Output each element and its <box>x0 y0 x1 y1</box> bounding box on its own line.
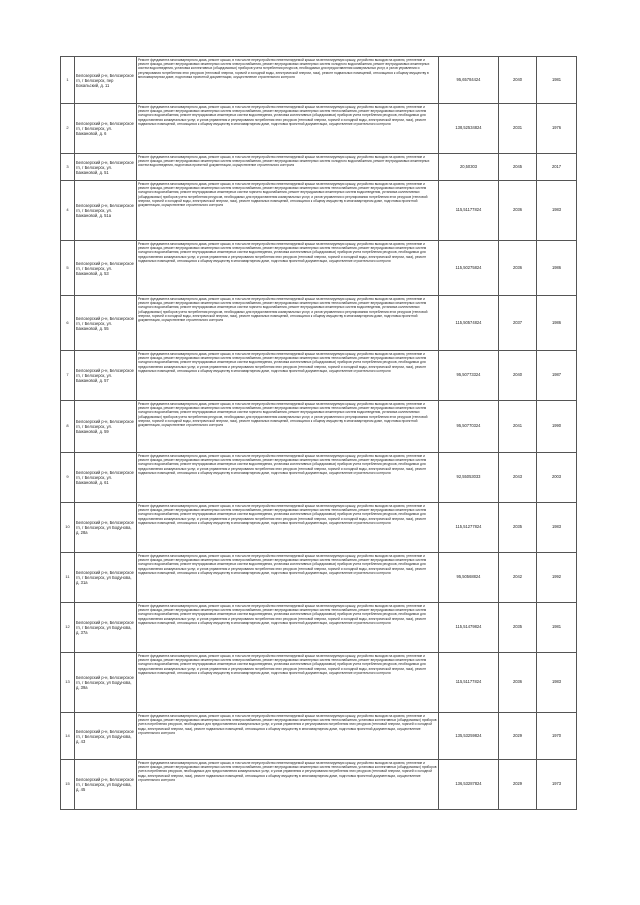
construction-year-cell: 1983 <box>537 653 577 713</box>
row-number-cell: 9 <box>61 453 75 503</box>
repair-works-list-cell <box>137 104 439 154</box>
repair-works-list-cell <box>137 553 439 603</box>
repair-cost-cell: 115,51277824 <box>439 503 499 553</box>
repair-cost-cell: 92,55053033 <box>439 453 499 503</box>
table-row <box>61 401 577 453</box>
table-row <box>61 104 577 154</box>
table-row <box>61 503 577 553</box>
row-number-cell: 12 <box>61 603 75 653</box>
repair-works-text: Ремонт фундамента многоквартирного дома, ремонт крыши, в том числе переустройство невентилируемой крыши на вентилируемую крышу, устройство выходов на кровлю, утепление и ремонт фасада, ремонт внутридомовых инженерных систем электроснабжения, ремонт внутридомовых инженерных систем теплоснабжения, ремонт внутридомовых инженерных систем холодного водоснабжения, ремонт внутридомовых инженерных систем водоотведения, установка коллективных (общедомовых) приборов учета потребления ресурсов, необходимых для предоставления коммунальных услуг, и узлов управления и регулирования потребления этих ресурсов (тепловой энергии, горячей и холодной воды, электрической энергии, газа), ремонт подвальных помещений, относящихся к общему имуществу в многоквартирном доме, подготовка проектной документации, осуществление строительного контроля <box>138 241 427 263</box>
planned-year-cell: 2029 <box>499 760 537 810</box>
repair-works-text: Ремонт фундамента многоквартирного дома, ремонт крыши, в том числе переустройство невентилируемой крыши на вентилируемую крышу, устройство выходов на кровлю, утепление и ремонт фасада, ремонт внутридомовых инженерных систем электроснабжения, ремонт внутридомовых инженерных систем теплоснабжения, ремонт внутридомовых инженерных систем холодного водоснабжения, ремонт внутридомовых инженерных систем водоотведения, установка коллективных (общедомовых) приборов учета потребления ресурсов, необходимых для предоставления коммунальных услуг, и узлов управления и регулирования потребления этих ресурсов (тепловой энергии, горячей и холодной воды, электрической энергии, газа), ремонт подвальных помещений, относящихся к общему имуществу в многоквартирном доме, подготовка проектной документации, осуществление строительного контроля <box>138 553 427 575</box>
repair-works-text: Ремонт фундамента многоквартирного дома, ремонт крыши, в том числе переустройство невентилируемой крыши на вентилируемую крышу, устройство выходов на кровлю, утепление и ремонт фасада, ремонт внутридомовых инженерных систем электроснабжения, ремонт внутридомовых инженерных систем холодного водоснабжения, ремонт внутридомовых инженерных систем водоотведения, установка коллективных (общедомовых) приборов учета потребления ресурсов, необходимых для предоставления коммунальных услуг, и узлов управления и регулирования потребления этих ресурсов (тепловой энергии, горячей и холодной воды, электрической энергии, газа), ремонт подвальных помещений, относящихся к общему имуществу в многоквартирном доме, подготовка проектной документации, осуществление строительного контроля <box>138 57 430 79</box>
repair-cost-cell: 20,50303 <box>439 154 499 181</box>
house-address-cell: Белозерский р-н, Белозерское гп, г Белозерск, пер Бокальский, д. 11 <box>75 57 137 104</box>
repair-works-list-cell <box>137 453 439 503</box>
repair-works-list-cell <box>137 653 439 713</box>
repair-works-text: Ремонт фундамента многоквартирного дома, ремонт крыши, в том числе переустройство невентилируемой крыши на вентилируемую крышу, устройство выходов на кровлю, утепление и ремонт фасада, ремонт внутридомовых инженерных систем электроснабжения, ремонт внутридомовых инженерных систем холодного водоснабжения, ремонт внутридомовых инженерных систем водоотведения, подготовка проектной документации, осуществление строительного контроля <box>138 154 430 168</box>
planned-year-cell: 2042 <box>499 553 537 603</box>
construction-year-cell: 1981 <box>537 603 577 653</box>
row-number-cell: 14 <box>61 713 75 760</box>
house-address-cell: Белозерский р-н, Белозерское гп, г Белозерск, ул. Бажановой, д. 57 <box>75 351 137 401</box>
document-page <box>60 56 576 810</box>
planned-year-cell: 2036 <box>499 181 537 241</box>
row-number-cell: 10 <box>61 503 75 553</box>
repair-cost-cell: 95,65784424 <box>439 57 499 104</box>
house-address-cell: Белозерский р-н, Белозерское гп, г Белозерск, ул. Бажановой, д. 59 <box>75 401 137 453</box>
repair-works-list-cell <box>137 503 439 553</box>
house-address-cell: Белозерский р-н, Белозерское гп, г Белозерск, ул. Бажановой, д. 6 <box>75 104 137 154</box>
repair-works-list-cell <box>137 713 439 760</box>
construction-year-cell: 1987 <box>537 351 577 401</box>
repair-works-list-cell <box>137 351 439 401</box>
construction-year-cell: 1976 <box>537 104 577 154</box>
table-body <box>61 57 577 810</box>
repair-works-list-cell <box>137 603 439 653</box>
house-address-cell: Белозерский р-н, Белозерское гп, г Белозерск, ул. Бажановой, д. 61 <box>75 453 137 503</box>
table-row <box>61 296 577 351</box>
planned-year-cell: 2040 <box>499 57 537 104</box>
table-row <box>61 241 577 296</box>
repair-cost-cell: 138,52534824 <box>439 104 499 154</box>
planned-year-cell: 2031 <box>499 104 537 154</box>
table-row <box>61 603 577 653</box>
repair-works-list-cell <box>137 181 439 241</box>
house-address-cell: Белозерский р-н, Белозерское гп, г Белозерск, ул Бодунова, д. 37а <box>75 603 137 653</box>
row-number-cell: 5 <box>61 241 75 296</box>
repair-works-list-cell <box>137 57 439 104</box>
repair-works-text: Ремонт фундамента многоквартирного дома, ремонт крыши, в том числе переустройство невентилируемой крыши на вентилируемую крышу, устройство выходов на кровлю, утепление и ремонт фасада, ремонт внутридомовых инженерных систем электроснабжения, ремонт внутридомовых инженерных систем теплоснабжения, ремонт внутридомовых инженерных систем холодного водоснабжения, ремонт внутридомовых инженерных систем водоотведения, установка коллективных (общедомовых) приборов учета потребления ресурсов, необходимых для предоставления коммунальных услуг, и узлов управления и регулирования потребления этих ресурсов (тепловой энергии, горячей и холодной воды, электрической энергии, газа), ремонт подвальных помещений, относящихся к общему имуществу в многоквартирном доме, подготовка проектной документации, осуществление строительного контроля <box>138 453 427 475</box>
repair-cost-cell: 115,50574824 <box>439 296 499 351</box>
construction-year-cell: 2017 <box>537 154 577 181</box>
row-number-cell: 4 <box>61 181 75 241</box>
repair-works-text: Ремонт фундамента многоквартирного дома, ремонт крыши, в том числе переустройство невентилируемой крыши на вентилируемую крышу, устройство выходов на кровлю, утепление и ремонт фасада, ремонт внутридомовых инженерных систем электроснабжения, ремонт внутридомовых инженерных систем теплоснабжения, ремонт внутридомовых инженерных систем холодного водоснабжения, ремонт внутридомовых инженерных систем горячего водоснабжения, ремонт внутридомовых инженерных систем водоотведения, установка коллективных (общедомовых) приборов учета потребления ресурсов, необходимых для предоставления коммунальных услуг, и узлов управления и регулирования потребления этих ресурсов (тепловой энергии, горячей и холодной воды, электрической энергии, газа), ремонт подвальных помещений, относящихся к общему имуществу в многоквартирном доме, подготовка проектной документации, осуществление строительного контроля <box>138 296 428 323</box>
house-address-cell: Белозерский р-н, Белозерское гп, г Белозерск, ул Бодунова, д. 45 <box>75 760 137 810</box>
house-address-cell: Белозерский р-н, Белозерское гп, г Белозерск, ул. Бажановой, д. 51а <box>75 181 137 241</box>
repair-works-text: Ремонт фундамента многоквартирного дома, ремонт крыши, в том числе переустройство невентилируемой крыши на вентилируемую крышу, устройство выходов на кровлю, утепление и ремонт фасада, ремонт внутридомовых инженерных систем электроснабжения, ремонт внутридомовых инженерных систем теплоснабжения, ремонт внутридомовых инженерных систем холодного водоснабжения, ремонт внутридомовых инженерных систем водоотведения, установка коллективных (общедомовых) приборов учета потребления ресурсов, необходимых для предоставления коммунальных услуг, и узлов управления и регулирования потребления этих ресурсов (тепловой энергии, горячей и холодной воды, электрической энергии, газа), ремонт подвальных помещений, относящихся к общему имуществу в многоквартирном доме, подготовка проектной документации, осуществление строительного контроля <box>138 104 427 126</box>
house-address-cell: Белозерский р-н, Белозерское гп, г Белозерск, ул Бодунова, д. 31а <box>75 553 137 603</box>
planned-year-cell: 2029 <box>499 713 537 760</box>
repair-cost-cell: 95,50568824 <box>439 553 499 603</box>
row-number-cell: 11 <box>61 553 75 603</box>
table-row <box>61 553 577 603</box>
table-row <box>61 453 577 503</box>
repair-works-list-cell <box>137 296 439 351</box>
row-number-cell: 6 <box>61 296 75 351</box>
table-row <box>61 760 577 810</box>
house-address-cell: Белозерский р-н, Белозерское гп, г Белозерск, ул Бодунова, д. 39а <box>75 653 137 713</box>
repair-cost-cell: 135,53259824 <box>439 713 499 760</box>
row-number-cell: 15 <box>61 760 75 810</box>
construction-year-cell: 1973 <box>537 760 577 810</box>
repair-cost-cell: 95,50773324 <box>439 351 499 401</box>
repair-works-text: Ремонт фундамента многоквартирного дома, ремонт крыши, в том числе переустройство невентилируемой крыши на вентилируемую крышу, устройство выходов на кровлю, утепление и ремонт фасада, ремонт внутридомовых инженерных систем электроснабжения, ремонт внутридомовых инженерных систем теплоснабжения, ремонт внутридомовых инженерных систем холодного водоснабжения, ремонт внутридомовых инженерных систем водоотведения, установка коллективных (общедомовых) приборов учета потребления ресурсов, необходимых для предоставления коммунальных услуг, и узлов управления и регулирования потребления этих ресурсов (тепловой энергии, горячей и холодной воды, электрической энергии, газа), ремонт подвальных помещений, относящихся к общему имуществу в многоквартирном доме, подготовка проектной документации, осуществление строительного контроля <box>138 603 427 625</box>
construction-year-cell: 1990 <box>537 401 577 453</box>
repair-cost-cell: 95,50770324 <box>439 401 499 453</box>
row-number-cell: 3 <box>61 154 75 181</box>
table-row <box>61 57 577 104</box>
repair-cost-cell: 136,53287824 <box>439 760 499 810</box>
construction-year-cell: 2003 <box>537 453 577 503</box>
table-row <box>61 154 577 181</box>
row-number-cell: 8 <box>61 401 75 453</box>
construction-year-cell: 1983 <box>537 503 577 553</box>
planned-year-cell: 2037 <box>499 296 537 351</box>
repair-cost-cell: 115,51177824 <box>439 653 499 713</box>
construction-year-cell: 1981 <box>537 57 577 104</box>
repair-works-list-cell <box>137 154 439 181</box>
house-address-cell: Белозерский р-н, Белозерское гп, г Белозерск, ул. Бажановой, д. 53 <box>75 241 137 296</box>
repair-works-list-cell <box>137 760 439 810</box>
construction-year-cell: 1986 <box>537 241 577 296</box>
house-address-cell: Белозерский р-н, Белозерское гп, г Белозерск, ул Бодунова, д. 28а <box>75 503 137 553</box>
construction-year-cell: 1992 <box>537 553 577 603</box>
row-number-cell: 2 <box>61 104 75 154</box>
repair-works-text: Ремонт фундамента многоквартирного дома, ремонт крыши, в том числе переустройство невентилируемой крыши на вентилируемую крышу, устройство выходов на кровлю, утепление и ремонт фасада, ремонт внутридомовых инженерных систем электроснабжения, ремонт внутридомовых инженерных систем теплоснабжения, ремонт внутридомовых инженерных систем холодного водоснабжения, ремонт внутридомовых инженерных систем водоотведения, установка коллективных (общедомовых) приборов учета потребления ресурсов, необходимых для предоставления коммунальных услуг, и узлов управления и регулирования потребления этих ресурсов (тепловой энергии, горячей и холодной воды, электрической энергии, газа), ремонт подвальных помещений, относящихся к общему имуществу в многоквартирном доме, подготовка проектной документации, осуществление строительного контроля <box>138 503 427 525</box>
planned-year-cell: 2040 <box>499 351 537 401</box>
construction-year-cell: 1986 <box>537 296 577 351</box>
repair-cost-cell: 115,51479824 <box>439 603 499 653</box>
repair-works-list-cell <box>137 241 439 296</box>
row-number-cell: 1 <box>61 57 75 104</box>
planned-year-cell: 2035 <box>499 503 537 553</box>
repair-works-text: Ремонт фундамента многоквартирного дома, ремонт крыши, в том числе переустройство невентилируемой крыши на вентилируемую крышу, устройство выходов на кровлю, утепление и ремонт фасада, ремонт внутридомовых инженерных систем электроснабжения, ремонт внутридомовых инженерных систем теплоснабжения, установка коллективных (общедомовых) приборов учета потребления ресурсов, необходимых для предоставления коммунальных услуг, и узлов управления и регулирования потребления этих ресурсов (тепловой энергии, горячей и холодной воды, электрической энергии, газа), ремонт подвальных помещений, относящихся к общему имуществу в многоквартирном доме, подготовка проектной документации, осуществление строительного контроля <box>138 760 437 782</box>
table-row <box>61 181 577 241</box>
row-number-cell: 7 <box>61 351 75 401</box>
house-address-cell: Белозерский р-н, Белозерское гп, г Белозерск, ул. Бажановой, д. 51 <box>75 154 137 181</box>
repair-cost-cell: 115,51177824 <box>439 181 499 241</box>
table-row <box>61 351 577 401</box>
planned-year-cell: 2043 <box>499 453 537 503</box>
row-number-cell: 13 <box>61 653 75 713</box>
repair-works-text: Ремонт фундамента многоквартирного дома, ремонт крыши, в том числе переустройство невентилируемой крыши на вентилируемую крышу, устройство выходов на кровлю, утепление и ремонт фасада, ремонт внутридомовых инженерных систем электроснабжения, ремонт внутридомовых инженерных систем теплоснабжения, ремонт внутридомовых инженерных систем холодного водоснабжения, ремонт внутридомовых инженерных систем водоотведения, установка коллективных (общедомовых) приборов учета потребления ресурсов, необходимых для предоставления коммунальных услуг, и узлов управления и регулирования потребления этих ресурсов (тепловой энергии, горячей и холодной воды, электрической энергии, газа), ремонт подвальных помещений, относящихся к общему имуществу в многоквартирном доме, подготовка проектной документации, осуществление строительного контроля <box>138 351 427 373</box>
repair-works-text: Ремонт фундамента многоквартирного дома, ремонт крыши, в том числе переустройство невентилируемой крыши на вентилируемую крышу, устройство выходов на кровлю, утепление и ремонт фасада, ремонт внутридомовых инженерных систем электроснабжения, ремонт внутридомовых инженерных систем теплоснабжения, ремонт внутридомовых инженерных систем холодного водоснабжения, ремонт внутридомовых инженерных систем горячего водоснабжения, ремонт внутридомовых инженерных систем водоотведения, установка коллективных (общедомовых) приборов учета потребления ресурсов, необходимых для предоставления коммунальных услуг, и узлов управления и регулирования потребления этих ресурсов (тепловой энергии, горячей и холодной воды, электрической энергии, газа), ремонт подвальных помещений, относящихся к общему имуществу в многоквартирном доме, подготовка проектной документации, осуществление строительного контроля <box>138 401 428 428</box>
repair-works-text: Ремонт фундамента многоквартирного дома, ремонт крыши, в том числе переустройство невентилируемой крыши на вентилируемую крышу, устройство выходов на кровлю, утепление и ремонт фасада, ремонт внутридомовых инженерных систем электроснабжения, ремонт внутридомовых инженерных систем теплоснабжения, ремонт внутридомовых инженерных систем холодного водоснабжения, ремонт внутридомовых инженерных систем водоотведения, установка коллективных (общедомовых) приборов учета потребления ресурсов, необходимых для предоставления коммунальных услуг, и узлов управления и регулирования потребления этих ресурсов (тепловой энергии, горячей и холодной воды, электрической энергии, газа), ремонт подвальных помещений, относящихся к общему имуществу в многоквартирном доме, подготовка проектной документации, осуществление строительного контроля <box>138 653 427 675</box>
construction-year-cell: 1983 <box>537 181 577 241</box>
repair-program-table <box>60 56 577 810</box>
repair-works-text: Ремонт фундамента многоквартирного дома, ремонт крыши, в том числе переустройство невентилируемой крыши на вентилируемую крышу, устройство выходов на кровлю, утепление и ремонт фасада, ремонт внутридомовых инженерных систем электроснабжения, ремонт внутридомовых инженерных систем теплоснабжения, установка коллективных (общедомовых) приборов учета потребления ресурсов, необходимых для предоставления коммунальных услуг, и узлов управления и регулирования потребления этих ресурсов (тепловой энергии, горячей и холодной воды, электрической энергии, газа), ремонт подвальных помещений, относящихся к общему имуществу в многоквартирном доме, подготовка проектной документации, осуществление строительного контроля <box>138 713 437 735</box>
table-row <box>61 653 577 713</box>
planned-year-cell: 2045 <box>499 154 537 181</box>
repair-works-text: Ремонт фундамента многоквартирного дома, ремонт крыши, в том числе переустройство невентилируемой крыши на вентилируемую крышу, устройство выходов на кровлю, утепление и ремонт фасада, ремонт внутридомовых инженерных систем электроснабжения, ремонт внутридомовых инженерных систем теплоснабжения, ремонт внутридомовых инженерных систем холодного водоснабжения, ремонт внутридомовых инженерных систем горячего водоснабжения, ремонт внутридомовых инженерных систем водоотведения, установка коллективных (общедомовых) приборов учета потребления ресурсов, необходимых для предоставления коммунальных услуг, и узлов управления и регулирования потребления этих ресурсов (тепловой энергии, горячей и холодной воды, электрической энергии, газа), ремонт подвальных помещений, относящихся к общему имуществу в многоквартирном доме, подготовка проектной документации, осуществление строительного контроля <box>138 181 428 208</box>
planned-year-cell: 2041 <box>499 401 537 453</box>
repair-cost-cell: 115,50275824 <box>439 241 499 296</box>
planned-year-cell: 2035 <box>499 603 537 653</box>
planned-year-cell: 2036 <box>499 241 537 296</box>
repair-works-list-cell <box>137 401 439 453</box>
planned-year-cell: 2036 <box>499 653 537 713</box>
house-address-cell: Белозерский р-н, Белозерское гп, г Белозерск, ул. Бажановой, д. 55 <box>75 296 137 351</box>
house-address-cell: Белозерский р-н, Белозерское гп, г Белозерск, ул Бодунова, д. 43 <box>75 713 137 760</box>
construction-year-cell: 1970 <box>537 713 577 760</box>
table-row <box>61 713 577 760</box>
